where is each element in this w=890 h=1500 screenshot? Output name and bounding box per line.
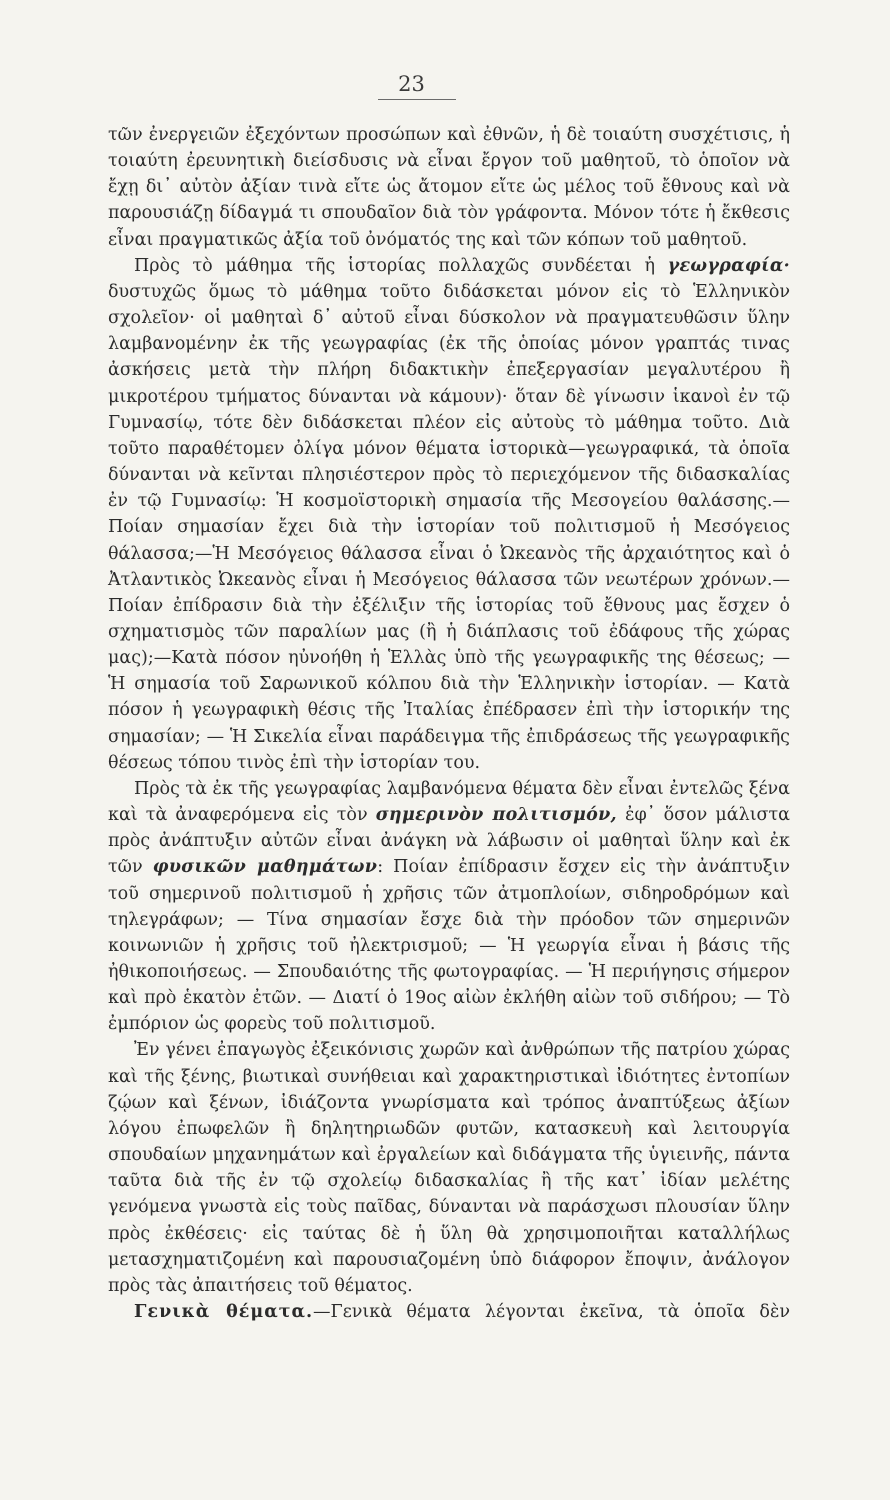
text-run: Πρὸς τὰ ἐκ τῆς γεωγραφίας λαμβανόμενα θέματα δὲν εἶναι ἐντελῶς ξένα καὶ τὰ ἀναφερόμενα εἰς τὸν (108, 778, 790, 826)
emphasized-text: Γενικὰ θέματα. (134, 1302, 314, 1323)
paragraph (108, 776, 790, 1038)
emphasized-text: σημερινὸν πολιτισμόν, (375, 805, 617, 826)
text-run: Ἐν γένει ἐπαγωγὸς ἐξεικόνισις χωρῶν καὶ ἀνθρώπων τῆς πατρίου χώρας καὶ τῆς ξένης, βιωτικαὶ συνήθειαι καὶ χαρακτηριστικαὶ ἰδιότητες ἐντοπίων ζῴων καὶ ξένων, ἰδιάζοντα γνωρίσματα καὶ τρόπος ἀναπτύξεως ἀξίων λόγου ἐπωφελῶν ἢ δηλητηριωδῶν φυτῶν, κατασκευὴ καὶ λειτουργία σπουδαίων μηχανημάτων καὶ ἐργαλείων καὶ διδάγματα τῆς ὑγιεινῆς, πάντα ταῦτα διὰ τῆς ἐν τῷ σχολείῳ διδασκαλίας ἢ τῆς κατ᾽ ἰδίαν μελέτης γενόμενα γνωστὰ εἰς τοὺς παῖδας, δύνανται νὰ παράσχωσι πλουσίαν ὕλην πρὸς ἐκθέσεις· εἰς ταύτας δὲ ἡ ὕλη θὰ χρησιμοποιῆται καταλλήλως μετασχηματιζομένη καὶ παρουσιαζομένη ὑπὸ διάφορον ἔποψιν, ἀνάλογον πρὸς τὰς ἀπαιτήσεις τοῦ θέματος. (108, 1040, 790, 1296)
page-number-rule (378, 99, 456, 100)
paragraph (108, 1299, 790, 1325)
paragraph (108, 253, 790, 776)
text-run: τῶν ἐνεργειῶν ἐξεχόντων προσώπων καὶ ἐθνῶν, ἡ δὲ τοιαύτη συσχέτισις, ἡ τοιαύτη ἐρευνητικὴ διείσδυσις νὰ εἶναι ἔργον τοῦ μαθητοῦ, τὸ ὁποῖον νὰ ἔχῃ δι᾽ αὐτὸν ἀξίαν τινὰ εἴτε ὡς ἄτομον εἴτε ὡς μέλος τοῦ ἔθνους καὶ νὰ παρουσιάζῃ δίδαγμά τι σπουδαῖον διὰ τὸν γράφοντα. Μόνον τότε ἡ ἔκθεσις εἶναι πραγματικῶς ἀξία τοῦ ὀνόματός της καὶ τῶν κόπων τοῦ μαθητοῦ. (108, 125, 790, 250)
text-run: : Ποίαν ἐπίδρασιν ἔσχεν εἰς τὴν ἀνάπτυξιν τοῦ σημερινοῦ πολιτισμοῦ ἡ χρῆσις τῶν ἀτμοπλοίων, σιδηροδρόμων καὶ τηλεγράφων; — Τίνα σημασίαν ἔσχε διὰ τὴν πρόοδον τῶν σημερινῶν κοινωνιῶν ἡ χρῆσις τοῦ ἠλεκτρισμοῦ; — Ἡ γεωργία εἶναι ἡ βάσις τῆς ἠθικοποιήσεως. — Σπουδαιότης τῆς φωτογραφίας. — Ἡ περιήγησις σήμερον καὶ πρὸ ἑκατὸν ἐτῶν. — Διατί ὁ 19ος αἰὼν ἐκλήθη αἰὼν τοῦ σιδήρου; — Τὸ ἐμπόριον ὡς φορεὺς τοῦ πολιτισμοῦ. (108, 857, 790, 1035)
text-run: —Γενικὰ θέματα λέγονται ἐκεῖνα, τὰ ὁποῖα δὲν (313, 1302, 791, 1323)
text-run: Πρὸς τὸ μάθημα τῆς ἱστορίας πολλαχῶς συνδέεται ἡ (134, 255, 668, 276)
paragraph (108, 122, 790, 253)
paragraph (108, 1037, 790, 1299)
page-number: 23 (398, 72, 425, 96)
body-text (108, 122, 790, 1325)
text-run: ἐφ᾽ ὅσον μάλιστα πρὸς ἀνάπτυξιν αὐτῶν εἶναι ἀνάγκη νὰ λάβωσιν οἱ μαθηταὶ ὕλην καὶ ἐκ τῶν (108, 805, 791, 878)
emphasized-text: φυσικῶν μαθημάτων (152, 857, 378, 878)
emphasized-text: γεωγραφία· (667, 255, 790, 276)
text-run: δυστυχῶς ὅμως τὸ μάθημα τοῦτο διδάσκεται μόνον εἰς τὸ Ἑλληνικὸν σχολεῖον· οἱ μαθηταὶ δ᾽ αὐτοῦ εἶναι δύσκολον νὰ πραγματευθῶσιν ὕλην λαμβανομένην ἐκ τῆς γεωγραφίας (ἐκ τῆς ὁποίας μόνον γραπτάς τινας ἀσκήσεις μετὰ τὴν πλήρη διδακτικὴν ἐπεξεργασίαν μεγαλυτέρου ἢ μικροτέρου τμήματος δύνανται νὰ κάμουν)· ὅταν δὲ γίνωσιν ἱκανοὶ ἐν τῷ Γυμνασίῳ, τότε δὲν διδάσκεται πλέον εἰς αὐτοὺς τὸ μάθημα τοῦτο. Διὰ τοῦτο παραθέτομεν ὀλίγα μόνον θέματα ἱστορικὰ—γεωγραφικά, τὰ ὁποῖα δύνανται νὰ κεῖνται πλησιέστερον πρὸς τὸ περιεχόμενον τῆς διδασκαλίας ἐν τῷ Γυμνασίῳ: Ἡ κοσμοϊστορικὴ σημασία τῆς Μεσογείου θαλάσσης.—Ποίαν σημασίαν ἔχει διὰ τὴν ἱστορίαν τοῦ πολιτισμοῦ ἡ Μεσόγειος θάλασσα;—Ἡ Μεσόγειος θάλασσα εἶναι ὁ Ὠκεανὸς τῆς ἀρχαιότητος καὶ ὁ Ἀτλαντικὸς Ὠκεανὸς εἶναι ἡ Μεσόγειος θάλασσα τῶν νεωτέρων χρόνων.—Ποίαν ἐπίδρασιν διὰ τὴν ἐξέλιξιν τῆς ἱστορίας τοῦ ἔθνους μας ἔσχεν ὁ σχηματισμὸς τῶν παραλίων μας (ἢ ἡ διάπλασις τοῦ ἐδάφους τῆς χώρας μας);—Κατὰ πόσον ηὐνοήθη ἡ Ἑλλὰς ὑπὸ τῆς γεωγραφικῆς της θέσεως; — Ἡ σημασία τοῦ Σαρωνικοῦ κόλπου διὰ τὴν Ἑλληνικὴν ἱστορίαν. — Κατὰ πόσον ἡ γεωγραφικὴ θέσις τῆς Ἰταλίας ἐπέδρασεν ἐπὶ τὴν ἱστορικήν της σημασίαν; — Ἡ Σικελία εἶναι παράδειγμα τῆς ἐπιδράσεως τῆς γεωγραφικῆς θέσεως τόπου τινὸς ἐπὶ τὴν ἱστορίαν του. (108, 281, 790, 773)
